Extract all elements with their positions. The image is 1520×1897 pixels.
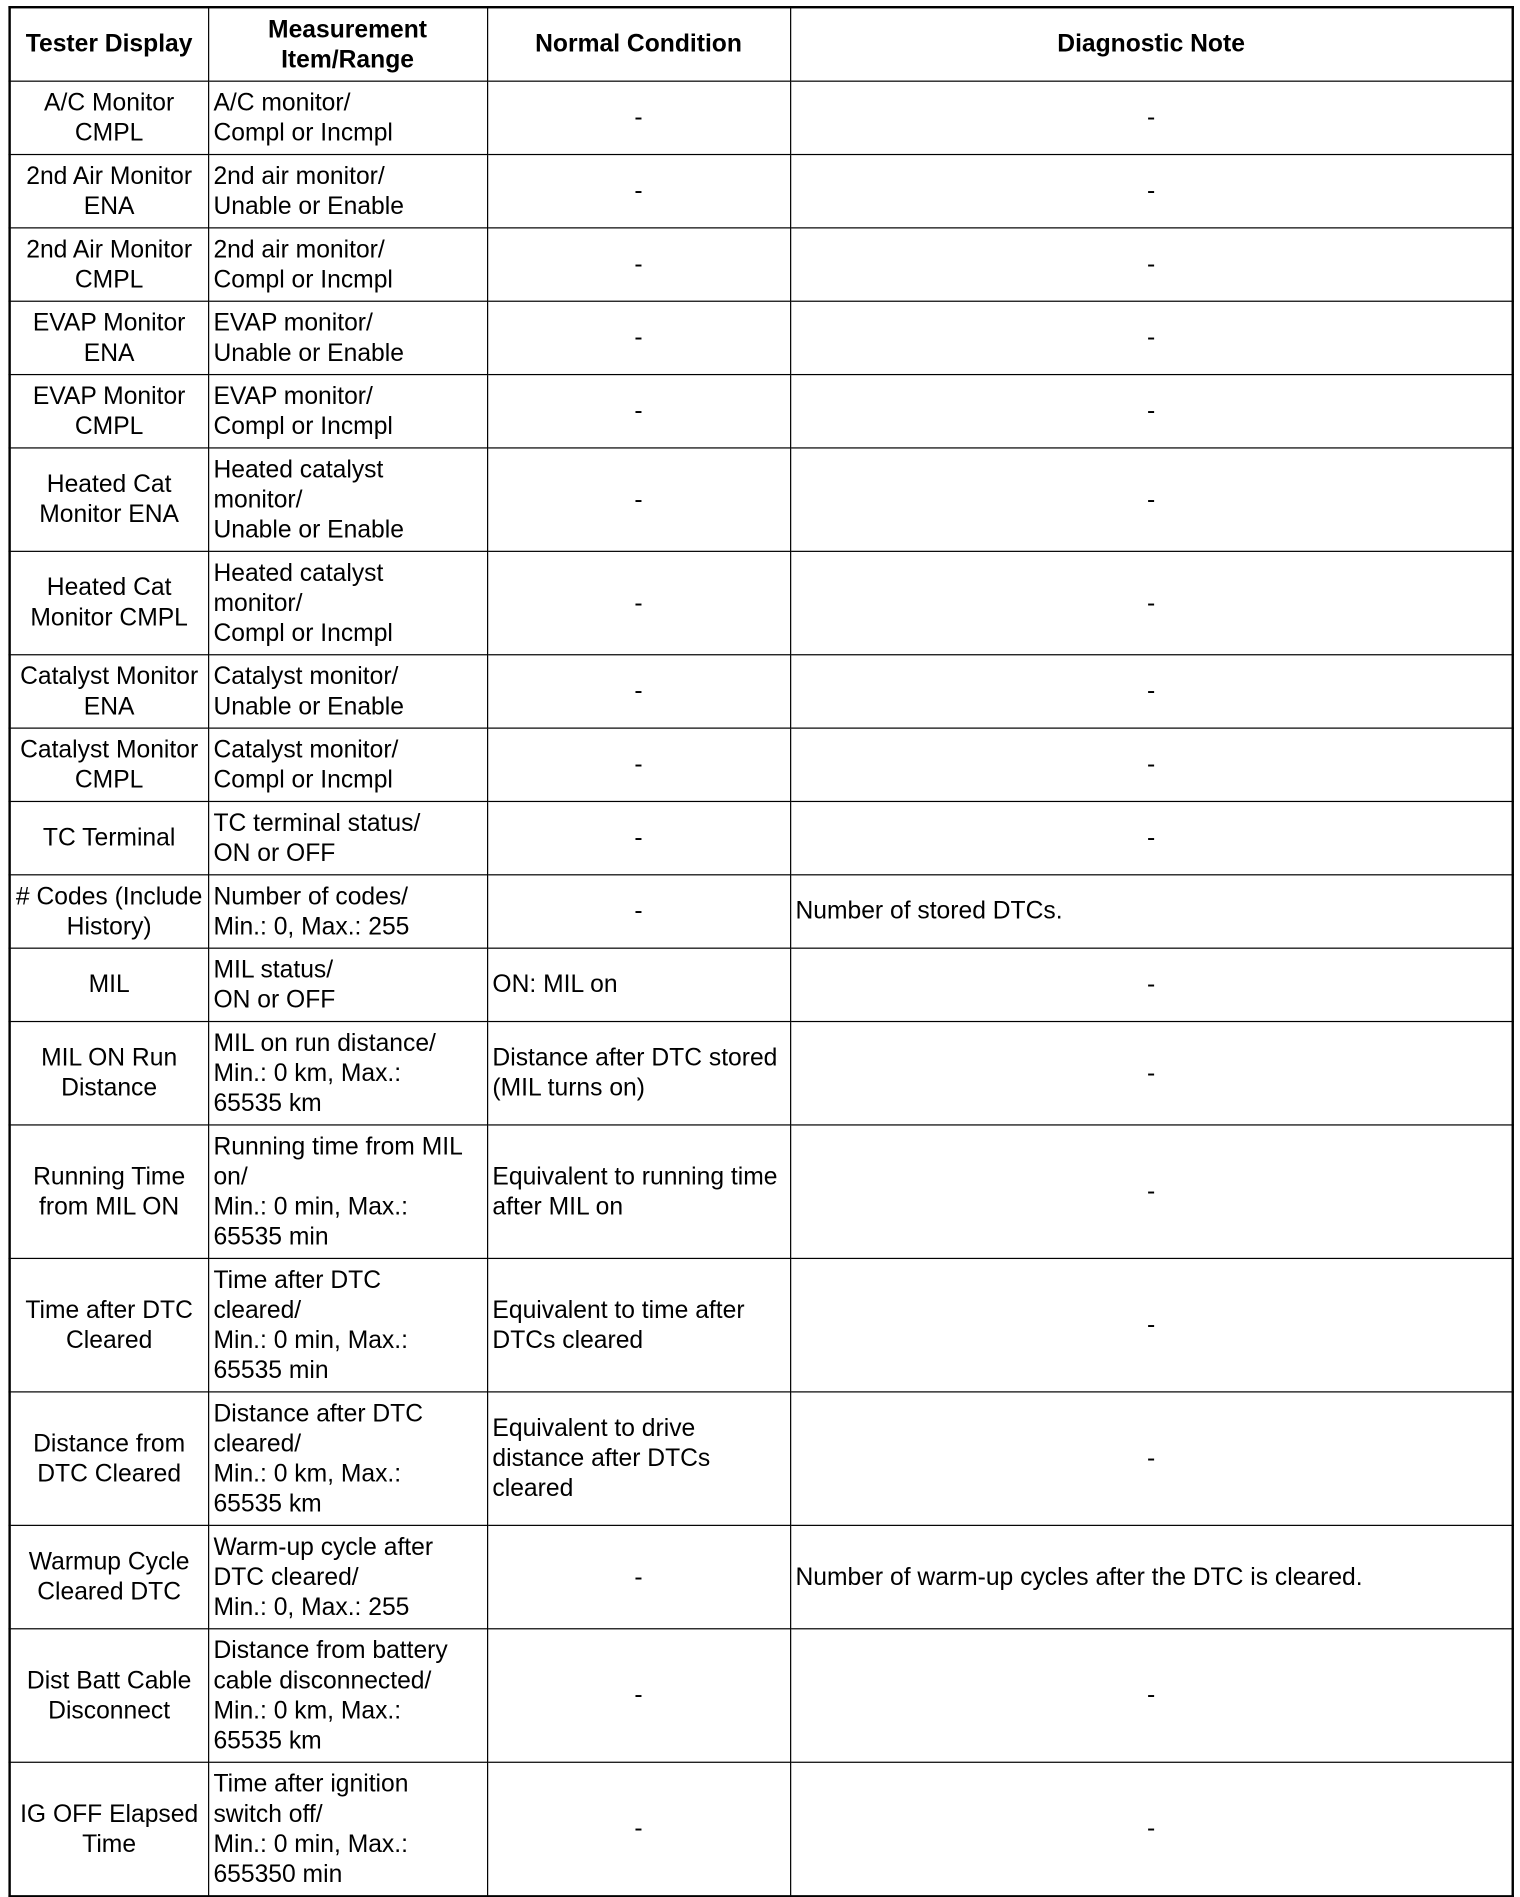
diagnostic-note-cell: - <box>790 948 1513 1021</box>
diagnostic-note-cell: - <box>790 1628 1513 1761</box>
diagnostic-note-cell: - <box>790 1762 1513 1896</box>
measurement-item-cell: Time after DTC cleared/ Min.: 0 min, Max.: 65535 min <box>208 1258 487 1391</box>
normal-condition-cell: - <box>487 728 790 801</box>
measurement-item-cell: MIL on run distance/ Min.: 0 km, Max.: 65535 km <box>208 1021 487 1124</box>
tester-display-cell: Catalyst Monitor ENA <box>10 654 208 727</box>
measurement-item-cell: Heated catalyst monitor/ Compl or Incmpl <box>208 551 487 654</box>
table-row <box>10 1628 1513 1761</box>
data-list-table <box>8 6 1514 1897</box>
measurement-item-cell: 2nd air monitor/ Unable or Enable <box>208 154 487 227</box>
tester-display-cell: Dist Batt Cable Disconnect <box>10 1628 208 1761</box>
header-measurement-item: Measurement Item/Range <box>208 7 487 80</box>
tester-display-cell: 2nd Air Monitor ENA <box>10 154 208 227</box>
measurement-item-cell: A/C monitor/ Compl or Incmpl <box>208 81 487 154</box>
table-row <box>10 301 1513 374</box>
tester-display-cell: Distance from DTC Cleared <box>10 1391 208 1524</box>
diagnostic-note-cell: - <box>790 81 1513 154</box>
table-row <box>10 874 1513 947</box>
normal-condition-cell: - <box>487 447 790 550</box>
normal-condition-cell: ON: MIL on <box>487 948 790 1021</box>
measurement-item-cell: Warm-up cycle after DTC cleared/ Min.: 0, Max.: 255 <box>208 1525 487 1628</box>
normal-condition-cell: - <box>487 227 790 300</box>
diagnostic-note-cell: - <box>790 374 1513 447</box>
tester-display-cell: Catalyst Monitor CMPL <box>10 728 208 801</box>
diagnostic-note-cell: - <box>790 1021 1513 1124</box>
tester-display-cell: Heated Cat Monitor CMPL <box>10 551 208 654</box>
tester-display-cell: TC Terminal <box>10 801 208 874</box>
diagnostic-note-cell: - <box>790 154 1513 227</box>
table-row <box>10 447 1513 550</box>
table-row <box>10 374 1513 447</box>
normal-condition-cell: - <box>487 1628 790 1761</box>
tester-display-cell: 2nd Air Monitor CMPL <box>10 227 208 300</box>
table-row <box>10 227 1513 300</box>
tester-display-cell: Warmup Cycle Cleared DTC <box>10 1525 208 1628</box>
normal-condition-cell: - <box>487 874 790 947</box>
normal-condition-cell: Distance after DTC stored (MIL turns on) <box>487 1021 790 1124</box>
table-row <box>10 654 1513 727</box>
tester-display-cell: MIL ON Run Distance <box>10 1021 208 1124</box>
normal-condition-cell: - <box>487 654 790 727</box>
diagnostic-note-cell: Number of warm-up cycles after the DTC is cleared. <box>790 1525 1513 1628</box>
measurement-item-cell: Catalyst monitor/ Compl or Incmpl <box>208 728 487 801</box>
measurement-item-cell: Number of codes/ Min.: 0, Max.: 255 <box>208 874 487 947</box>
table-row <box>10 1391 1513 1524</box>
measurement-item-cell: Running time from MIL on/ Min.: 0 min, Max.: 65535 min <box>208 1124 487 1257</box>
measurement-item-cell: TC terminal status/ ON or OFF <box>208 801 487 874</box>
normal-condition-cell: - <box>487 801 790 874</box>
tester-display-cell: # Codes (Include History) <box>10 874 208 947</box>
tester-display-cell: EVAP Monitor CMPL <box>10 374 208 447</box>
tester-display-cell: Running Time from MIL ON <box>10 1124 208 1257</box>
normal-condition-cell: Equivalent to time after DTCs cleared <box>487 1258 790 1391</box>
measurement-item-cell: EVAP monitor/ Unable or Enable <box>208 301 487 374</box>
header-tester-display: Tester Display <box>10 7 208 80</box>
diagnostic-note-cell: - <box>790 801 1513 874</box>
tester-display-cell: EVAP Monitor ENA <box>10 301 208 374</box>
table-row <box>10 1525 1513 1628</box>
normal-condition-cell: - <box>487 374 790 447</box>
measurement-item-cell: 2nd air monitor/ Compl or Incmpl <box>208 227 487 300</box>
normal-condition-cell: - <box>487 81 790 154</box>
table-row <box>10 154 1513 227</box>
measurement-item-cell: Distance after DTC cleared/ Min.: 0 km, Max.: 65535 km <box>208 1391 487 1524</box>
diagnostic-note-cell: - <box>790 227 1513 300</box>
measurement-item-cell: EVAP monitor/ Compl or Incmpl <box>208 374 487 447</box>
normal-condition-cell: Equivalent to drive distance after DTCs cleared <box>487 1391 790 1524</box>
diagnostic-note-cell: - <box>790 301 1513 374</box>
header-normal-condition: Normal Condition <box>487 7 790 80</box>
diagnostic-note-cell: - <box>790 551 1513 654</box>
table-row <box>10 948 1513 1021</box>
table-row <box>10 81 1513 154</box>
tester-display-cell: Time after DTC Cleared <box>10 1258 208 1391</box>
table-row <box>10 801 1513 874</box>
table-row <box>10 551 1513 654</box>
measurement-item-cell: Distance from battery cable disconnected/ Min.: 0 km, Max.: 65535 km <box>208 1628 487 1761</box>
header-row <box>10 7 1513 80</box>
tester-display-cell: IG OFF Elapsed Time <box>10 1762 208 1896</box>
measurement-item-cell: MIL status/ ON or OFF <box>208 948 487 1021</box>
measurement-item-cell: Catalyst monitor/ Unable or Enable <box>208 654 487 727</box>
table-row <box>10 728 1513 801</box>
table-row <box>10 1762 1513 1896</box>
measurement-item-cell: Time after ignition switch off/ Min.: 0 min, Max.: 655350 min <box>208 1762 487 1896</box>
table-row <box>10 1124 1513 1257</box>
normal-condition-cell: - <box>487 301 790 374</box>
diagnostic-note-cell: - <box>790 728 1513 801</box>
diagnostic-note-cell: - <box>790 1124 1513 1257</box>
table-body <box>10 81 1513 1896</box>
normal-condition-cell: Equivalent to running time after MIL on <box>487 1124 790 1257</box>
measurement-item-cell: Heated catalyst monitor/ Unable or Enable <box>208 447 487 550</box>
header-diagnostic-note: Diagnostic Note <box>790 7 1513 80</box>
diagnostic-note-cell: - <box>790 447 1513 550</box>
table-row <box>10 1258 1513 1391</box>
table-row <box>10 1021 1513 1124</box>
diagnostic-note-cell: Number of stored DTCs. <box>790 874 1513 947</box>
diagnostic-note-cell: - <box>790 654 1513 727</box>
tester-display-cell: MIL <box>10 948 208 1021</box>
normal-condition-cell: - <box>487 154 790 227</box>
normal-condition-cell: - <box>487 1525 790 1628</box>
normal-condition-cell: - <box>487 551 790 654</box>
tester-display-cell: Heated Cat Monitor ENA <box>10 447 208 550</box>
diagnostic-note-cell: - <box>790 1391 1513 1524</box>
diagnostic-note-cell: - <box>790 1258 1513 1391</box>
normal-condition-cell: - <box>487 1762 790 1896</box>
tester-display-cell: A/C Monitor CMPL <box>10 81 208 154</box>
